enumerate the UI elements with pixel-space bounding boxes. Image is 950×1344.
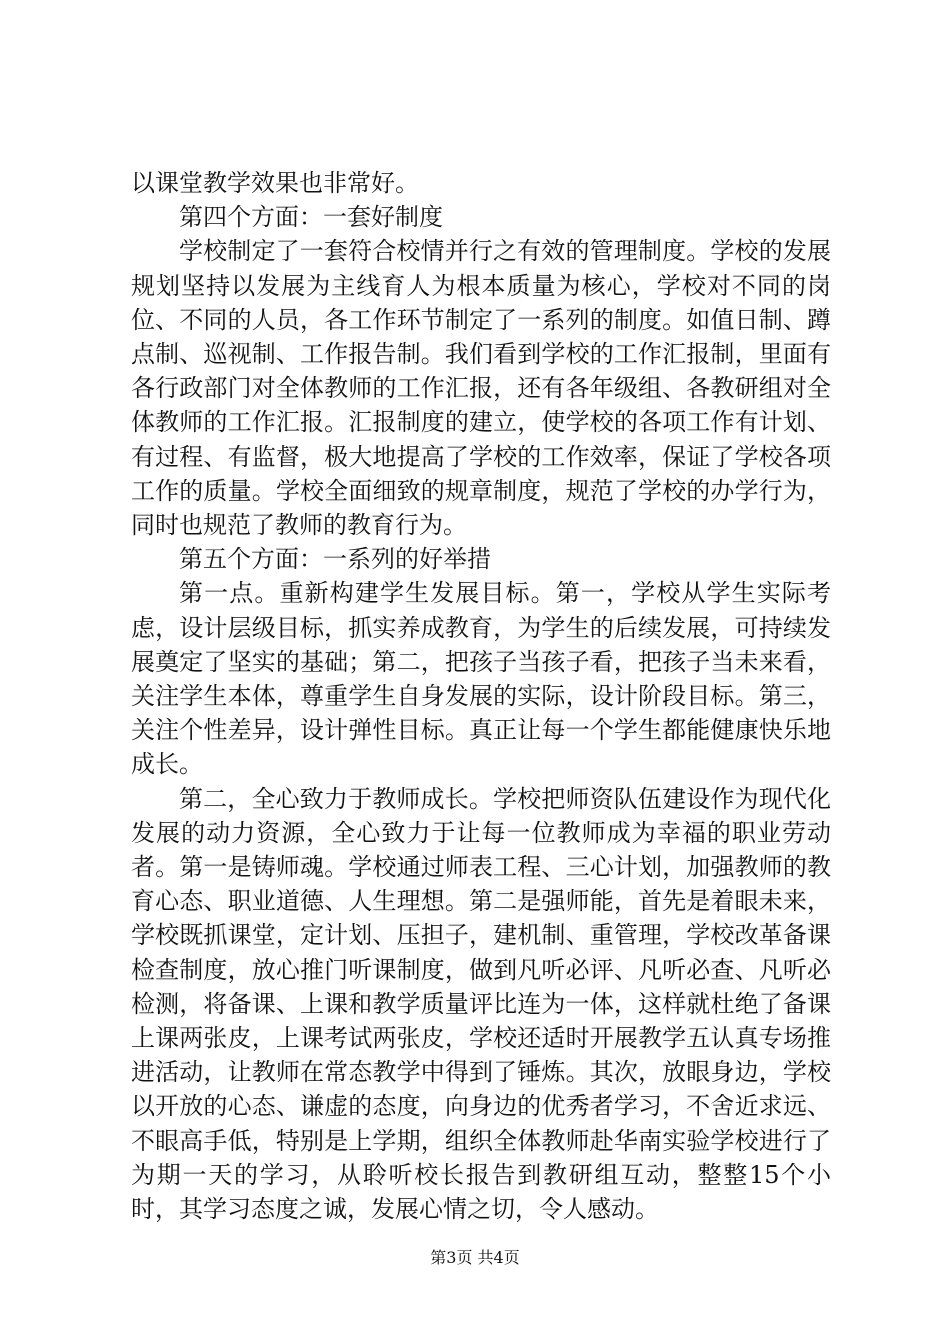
section-heading-4: 第四个方面：一套好制度 xyxy=(179,203,443,232)
paragraph-continuation: 以课堂教学效果也非常好。 xyxy=(131,169,419,197)
section-heading-5: 第五个方面：一系列的好举措 xyxy=(179,545,491,574)
paragraph-teacher-growth: 第二，全心致力于教师成长。学校把师资队伍建设作为现代化发展的动力资源，全心致力于让每一位教师成为幸福的职业劳动者。第一是铸师魂。学校通过师表工程、三心计划，加强教师的教育心态、职业道德、人生理想。第二是强师能，首先是着眼未来，学校既抓课堂，定计划、压担子，建机制、重管理，学校改革备课检查制度，放心推门听课制度，做到凡听必评、凡听必查、凡听必检测，将备课、上课和教学质量评比连为一体，这样就杜绝了备课上课两张皮，上课考试两张皮，学校还适时开展教学五认真专场推进活动，让教师在常态教学中得到了锤炼。其次，放眼身边，学校以开放的心态、谦虚的态度，向身边的优秀者学习，不舍近求远、不眼高手低，特别是上学期，组织全体教师赴华南实验学校进行了为期一天的学习，从聆听校长报告到教研组互动，整整15个小时，其学习态度之诚，发展心情之切，令人感动。 xyxy=(131,784,831,1224)
paragraph-management-system: 学校制定了一套符合校情并行之有效的管理制度。学校的发展规划坚持以发展为主线育人为根本质量为核心，学校对不同的岗位、不同的人员，各工作环节制定了一系列的制度。如值日制、蹲点制、巡视制、工作报告制。我们看到学校的工作汇报制，里面有各行政部门对全体教师的工作汇报，还有各年级组、各教研组对全体教师的工作汇报。汇报制度的建立，使学校的各项工作有计划、有过程、有监督，极大地提高了学校的工作效率，保证了学校各项工作的质量。学校全面细致的规章制度，规范了学校的办学行为，同时也规范了教师的教育行为。 xyxy=(131,237,831,540)
paragraph-student-goals: 第一点。重新构建学生发展目标。第一，学校从学生实际考虑，设计层级目标，抓实养成教育，为学生的后续发展，可持续发展奠定了坚实的基础；第二，把孩子当孩子看，把孩子当未来看，关注学生本体，尊重学生自身发展的实际，设计阶段目标。第三，关注个性差异，设计弹性目标。真正让每一个学生都能健康快乐地成长。 xyxy=(131,579,831,779)
page-footer: 第3页 共4页 xyxy=(430,1248,520,1267)
document-body xyxy=(131,166,831,1226)
